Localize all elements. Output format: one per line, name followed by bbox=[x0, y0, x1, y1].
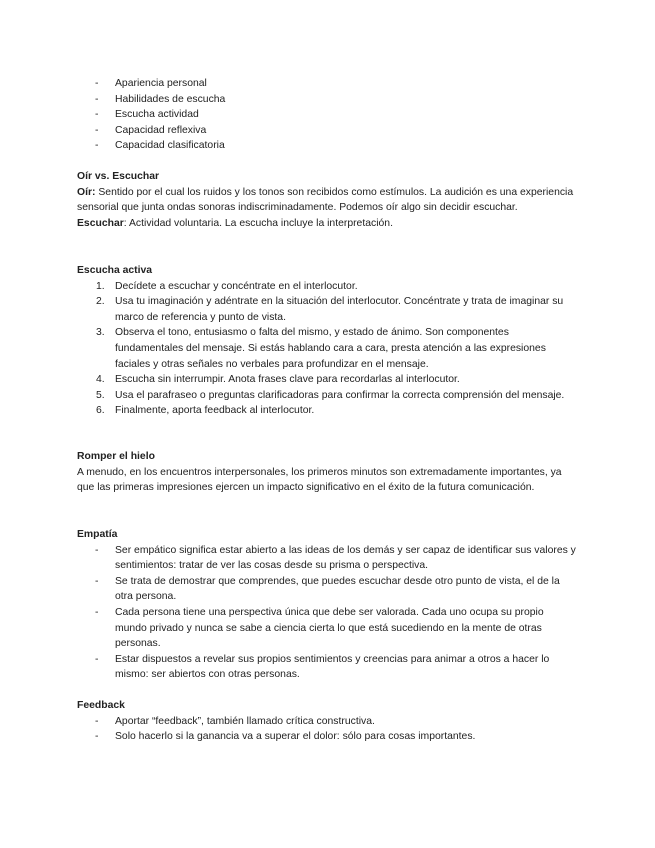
section-heading: Feedback bbox=[77, 700, 125, 711]
oir-paragraph: Oír: Sentido por el cual los ruidos y los tonos son recibidos como estímulos. La audición es una experiencia sensorial que junta ondas sonoras indiscriminadamente. Podemos oír algo sin decidir escuchar. bbox=[77, 186, 574, 214]
empatia-section bbox=[77, 527, 577, 683]
bullet-marker: - bbox=[95, 78, 99, 89]
list-item: 6. Finalmente, aporta feedback al interlocutor. bbox=[77, 403, 577, 419]
section-heading: Escucha activa bbox=[77, 265, 153, 276]
section-heading: Empatía bbox=[77, 529, 118, 540]
list-item: - Se trata de demostrar que comprendes, que puedes escuchar desde otro punto de vista, el de la otra persona. bbox=[95, 575, 560, 603]
bullet-marker: - bbox=[95, 575, 99, 587]
bullet-marker: - bbox=[95, 93, 99, 105]
list-item: 4. Escucha sin interrumpir. Anota frases clave para recordarlas al interlocutor. bbox=[77, 372, 577, 388]
list-number: 6. bbox=[96, 405, 105, 417]
list-number: 5. bbox=[96, 389, 105, 401]
list-number: 1. bbox=[96, 280, 105, 292]
list-item: - Habilidades de escucha bbox=[77, 92, 577, 108]
romper-hielo-section bbox=[77, 449, 577, 496]
list-item: - Aportar “feedback”, también llamado crítica constructiva. bbox=[77, 714, 577, 730]
escuchar-paragraph: Escuchar: Actividad voluntaria. La escucha incluye la interpretación. bbox=[77, 217, 393, 229]
romper-hielo-paragraph: A menudo, en los encuentros interpersonales, los primeros minutos son extremadamente importantes, ya que las primeras impresiones ejercen un impacto significativo en el éxito de la futura comunicación. bbox=[77, 466, 562, 494]
bullet-marker: - bbox=[95, 653, 99, 665]
list-item: - Capacidad reflexiva bbox=[77, 123, 577, 139]
list-item: 3. Observa el tono, entusiasmo o falta del mismo, y estado de ánimo. Son componentes fundamentales del mensaje. Si estás hablando cara a cara, presta atención a las expresiones faciales y otras señales no verbales para profundizar en el mensaje. bbox=[96, 327, 546, 370]
list-number: 4. bbox=[96, 374, 105, 386]
list-item: 5. Usa el parafraseo o preguntas clarificadoras para confirmar la correcta comprensión del mensaje. bbox=[77, 388, 577, 404]
bullet-marker: - bbox=[95, 124, 99, 136]
list-item: - Estar dispuestos a revelar sus propios sentimientos y creencias para animar a otros a hacer lo mismo: ser abiertos con otras personas. bbox=[95, 653, 550, 681]
list-item: - Escucha actividad bbox=[77, 107, 577, 123]
list-number: 3. bbox=[96, 327, 105, 339]
bullet-marker: - bbox=[95, 109, 99, 121]
list-item: - Capacidad clasificatoria bbox=[77, 138, 577, 154]
bullet-marker: - bbox=[95, 544, 99, 556]
list-item: - Cada persona tiene una perspectiva única que debe ser valorada. Cada uno ocupa su propio mundo privado y nunca se sabe a ciencia cierta lo que está sucediendo en la mente de otras personas. bbox=[95, 606, 544, 650]
bullet-marker: - bbox=[95, 606, 99, 618]
list-item: - Solo hacerlo si la ganancia va a superar el dolor: sólo para cosas importantes. bbox=[77, 729, 577, 745]
feedback-section bbox=[77, 698, 577, 745]
bullet-marker: - bbox=[95, 715, 99, 727]
intro-list bbox=[77, 76, 577, 154]
section-heading: Romper el hielo bbox=[77, 451, 155, 462]
escuchar-term: Escuchar bbox=[77, 217, 124, 229]
bullet-marker: - bbox=[95, 731, 99, 743]
list-item: 1. Decídete a escuchar y concéntrate en el interlocutor. bbox=[77, 279, 577, 295]
list-item: 2. Usa tu imaginación y adéntrate en la situación del interlocutor. Concéntrate y trata de imaginar su marco de referencia y punto de vista. bbox=[96, 296, 564, 323]
escucha-activa-list bbox=[77, 279, 577, 419]
oir-term: Oír: bbox=[77, 186, 96, 198]
list-number: 2. bbox=[96, 296, 105, 308]
feedback-list bbox=[77, 714, 577, 745]
section-heading: Oír vs. Escuchar bbox=[77, 171, 160, 182]
oir-section bbox=[77, 169, 577, 231]
empatia-list bbox=[77, 543, 577, 683]
list-item: - Ser empático significa estar abierto a las ideas de los demás y ser capaz de identificar sus valores y sentimientos: tratar de ver las cosas desde su prisma o perspectiva. bbox=[95, 544, 576, 572]
bullet-marker: - bbox=[95, 140, 99, 152]
escucha-activa-section bbox=[77, 263, 577, 419]
list-item: - Apariencia personal bbox=[77, 76, 577, 92]
